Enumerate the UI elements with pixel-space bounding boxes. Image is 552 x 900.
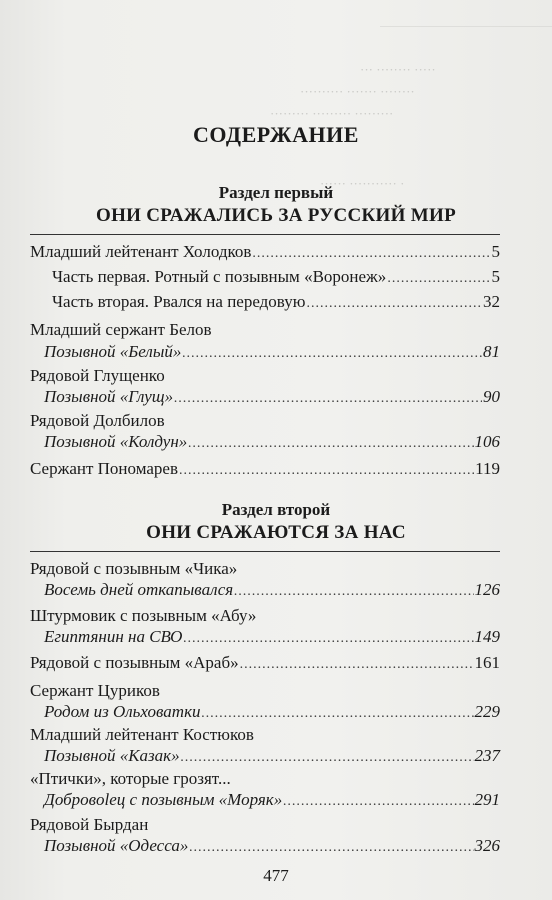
bleed-through-text: ······ ··········· · xyxy=(320,176,405,191)
dot-leader xyxy=(234,581,473,603)
toc-entry[interactable] xyxy=(44,745,500,769)
entry-title: Часть вторая. Рвался на передовую xyxy=(52,292,306,311)
dot-leader xyxy=(174,388,482,410)
dot-leader xyxy=(306,293,482,315)
entry-title: Позывной «Глущ» xyxy=(44,387,174,406)
bleed-through-text: ··· ········ ····· xyxy=(360,62,436,77)
entry-title: Позывной «Колдун» xyxy=(44,432,188,451)
section-1-title: ОНИ СРАЖАЛИСЬ ЗА РУССКИЙ МИР xyxy=(95,205,456,226)
dot-leader xyxy=(181,747,474,769)
dot-leader xyxy=(202,703,474,725)
toc-heading: Младший лейтенант Костюков xyxy=(30,725,254,744)
toc-heading: Младший сержант Белов xyxy=(30,320,212,339)
toc-heading: Рядовой Бырдан xyxy=(30,815,149,834)
dot-leader xyxy=(182,343,482,365)
section-1-rule xyxy=(30,234,500,235)
toc-entry[interactable] xyxy=(44,789,500,813)
toc-heading: Сержант Цуриков xyxy=(30,681,160,700)
page-number: 477 xyxy=(263,866,289,885)
toc-entry[interactable] xyxy=(30,241,500,265)
toc-entry[interactable] xyxy=(52,291,500,315)
entry-page: 291 xyxy=(474,790,500,809)
entry-title: Рядовой с позывным «Араб» xyxy=(30,653,239,672)
entry-title: Восемь дней откапывался xyxy=(44,580,234,599)
entry-title: Позывной «Одесса» xyxy=(44,836,189,855)
entry-title: Часть первая. Ротный с позывным «Воронеж» xyxy=(52,267,387,286)
entry-page: 81 xyxy=(483,342,500,361)
entry-page: 149 xyxy=(474,627,500,646)
toc-entry[interactable] xyxy=(44,431,500,455)
toc-heading: Рядовой Глущенко xyxy=(30,366,165,385)
bleed-through-header xyxy=(380,0,552,27)
entry-page: 5 xyxy=(491,267,500,286)
entry-page: 90 xyxy=(483,387,500,406)
entry-page: 32 xyxy=(483,292,500,311)
bleed-through-text: ·········· ······· ········ xyxy=(300,84,415,99)
toc-entry[interactable] xyxy=(30,458,500,482)
toc-entry[interactable] xyxy=(44,701,500,725)
toc-entry[interactable] xyxy=(44,341,500,365)
entry-page: 326 xyxy=(474,836,500,855)
dot-leader xyxy=(183,628,473,650)
dot-leader xyxy=(188,433,473,455)
page-title: СОДЕРЖАНИЕ xyxy=(193,122,359,147)
toc-entry[interactable] xyxy=(44,386,500,410)
section-1-label: Раздел первый xyxy=(218,183,334,202)
toc-heading: Штурмовик с позывным «Абу» xyxy=(30,606,257,625)
toc-heading: Рядовой с позывным «Чика» xyxy=(30,559,238,578)
toc-entry[interactable] xyxy=(52,266,500,290)
entry-page: 5 xyxy=(491,242,500,261)
entry-page: 119 xyxy=(475,459,500,478)
dot-leader xyxy=(189,837,473,859)
dot-leader xyxy=(179,460,474,482)
entry-title: Позывной «Белый» xyxy=(44,342,182,361)
entry-page: 229 xyxy=(474,702,500,721)
toc-heading: Рядовой Долбилов xyxy=(30,411,165,430)
toc-entry[interactable] xyxy=(44,626,500,650)
entry-title: Младший лейтенант Холодков xyxy=(30,242,252,261)
section-2-label: Раздел второй xyxy=(221,500,331,519)
section-2-rule xyxy=(30,551,500,552)
entry-title: Позывной «Казак» xyxy=(44,746,180,765)
toc-entry[interactable] xyxy=(44,835,500,859)
toc-heading: «Птички», которые грозят... xyxy=(30,769,231,788)
entry-title: Родом из Ольховатки xyxy=(44,702,201,721)
entry-page: 237 xyxy=(474,746,500,765)
toc-entry[interactable] xyxy=(30,652,500,676)
dot-leader xyxy=(387,268,490,290)
dot-leader xyxy=(252,243,490,265)
entry-page: 126 xyxy=(474,580,500,599)
entry-page: 161 xyxy=(474,653,500,672)
entry-title: Сержант Пономарев xyxy=(30,459,178,478)
entry-title: Египтянин на СВО xyxy=(44,627,183,646)
entry-page: 106 xyxy=(474,432,500,451)
entry-title: Добровolец с позывным «Моряк» xyxy=(44,790,283,809)
dot-leader xyxy=(283,791,473,813)
toc-entry[interactable] xyxy=(44,579,500,603)
dot-leader xyxy=(240,654,474,676)
section-2-title: ОНИ СРАЖАЮТСЯ ЗА НАС xyxy=(146,522,406,543)
bleed-through-text: ········· ········· ········· xyxy=(270,106,394,121)
